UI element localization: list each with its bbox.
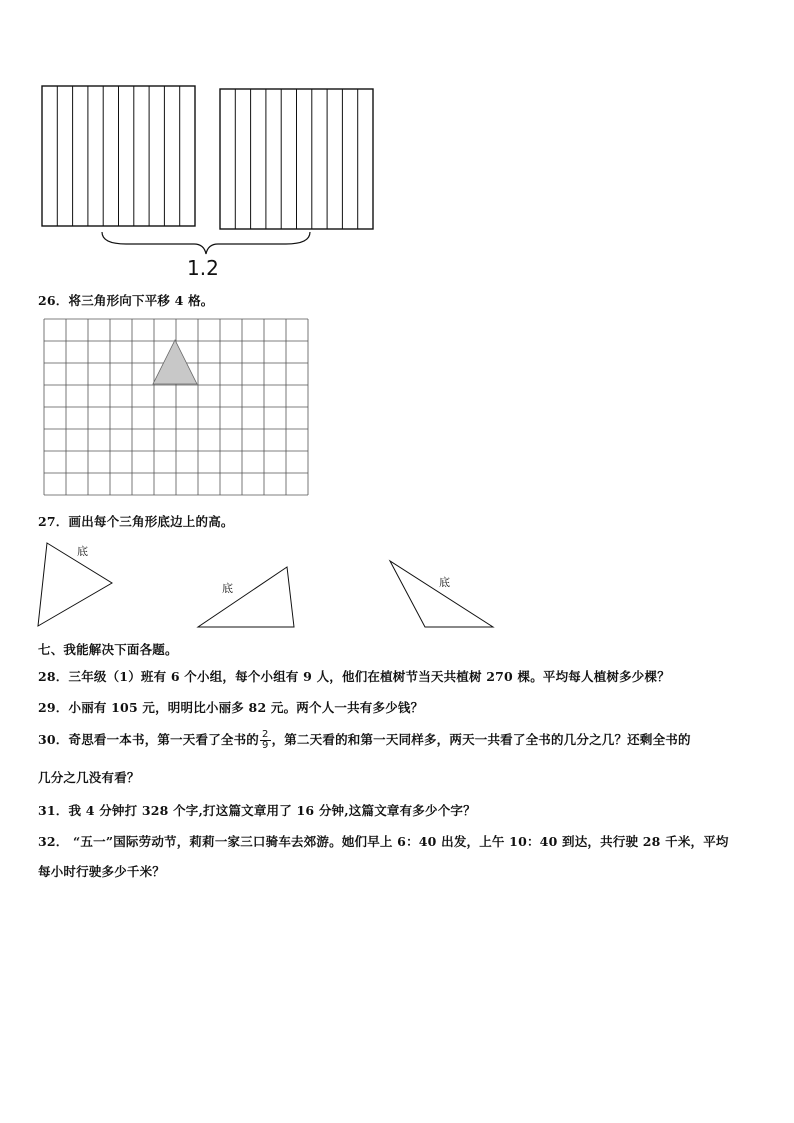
triangle-2-base-label: 底 bbox=[222, 582, 233, 595]
question-30-part-1: 30．奇思看一本书，第一天看了全书的 bbox=[38, 732, 259, 747]
question-30-line-2: 几分之几没有看？ bbox=[38, 770, 140, 785]
strip-figure bbox=[36, 82, 382, 282]
triangle-3-base-label: 底 bbox=[439, 576, 450, 589]
question-32-line-2: 每小时行驶多少千米？ bbox=[38, 864, 166, 879]
brace-label: 1.2 bbox=[187, 256, 219, 280]
triangle-2 bbox=[198, 567, 294, 627]
triangle-1 bbox=[38, 543, 112, 626]
question-31: 31．我 4 分钟打 328 个字,打这篇文章用了 16 分钟,这篇文章有多少个字？ bbox=[38, 803, 476, 818]
question-27: 27．画出每个三角形底边上的高。 bbox=[38, 514, 234, 529]
fraction-two-ninths bbox=[260, 730, 271, 751]
question-32-line-1: 32． “五一”国际劳动节，莉莉一家三口骑车去郊游。她们早上 6：40 出发，上午 10：40 到达，共行驶 28 千米，平均 bbox=[38, 834, 729, 849]
question-29: 29．小丽有 105 元，明明比小丽多 82 元。两个人一共有多少钱？ bbox=[38, 700, 424, 715]
fraction-numerator: 2 bbox=[262, 729, 269, 740]
right-strip-rectangle bbox=[220, 89, 373, 229]
brace bbox=[102, 232, 310, 254]
fraction-denominator: 9 bbox=[262, 740, 269, 751]
triangle-1-base-label: 底 bbox=[77, 545, 88, 558]
triangle-3 bbox=[390, 561, 493, 627]
shaded-triangle bbox=[153, 340, 197, 384]
translation-grid bbox=[43, 318, 309, 500]
triangle-figures bbox=[30, 535, 510, 635]
question-30-line-1 bbox=[38, 730, 691, 751]
section-7-title: 七、我能解决下面各题。 bbox=[38, 642, 178, 657]
question-30-part-2: ，第二天看的和第一天同样多，两天一共看了全书的几分之几？还剩全书的 bbox=[271, 732, 691, 747]
left-strip-rectangle bbox=[42, 86, 195, 226]
question-28: 28．三年级（1）班有 6 个小组，每个小组有 9 人，他们在植树节当天共植树 270 棵。平均每人植树多少棵？ bbox=[38, 669, 670, 684]
question-26: 26．将三角形向下平移 4 格。 bbox=[38, 293, 214, 308]
